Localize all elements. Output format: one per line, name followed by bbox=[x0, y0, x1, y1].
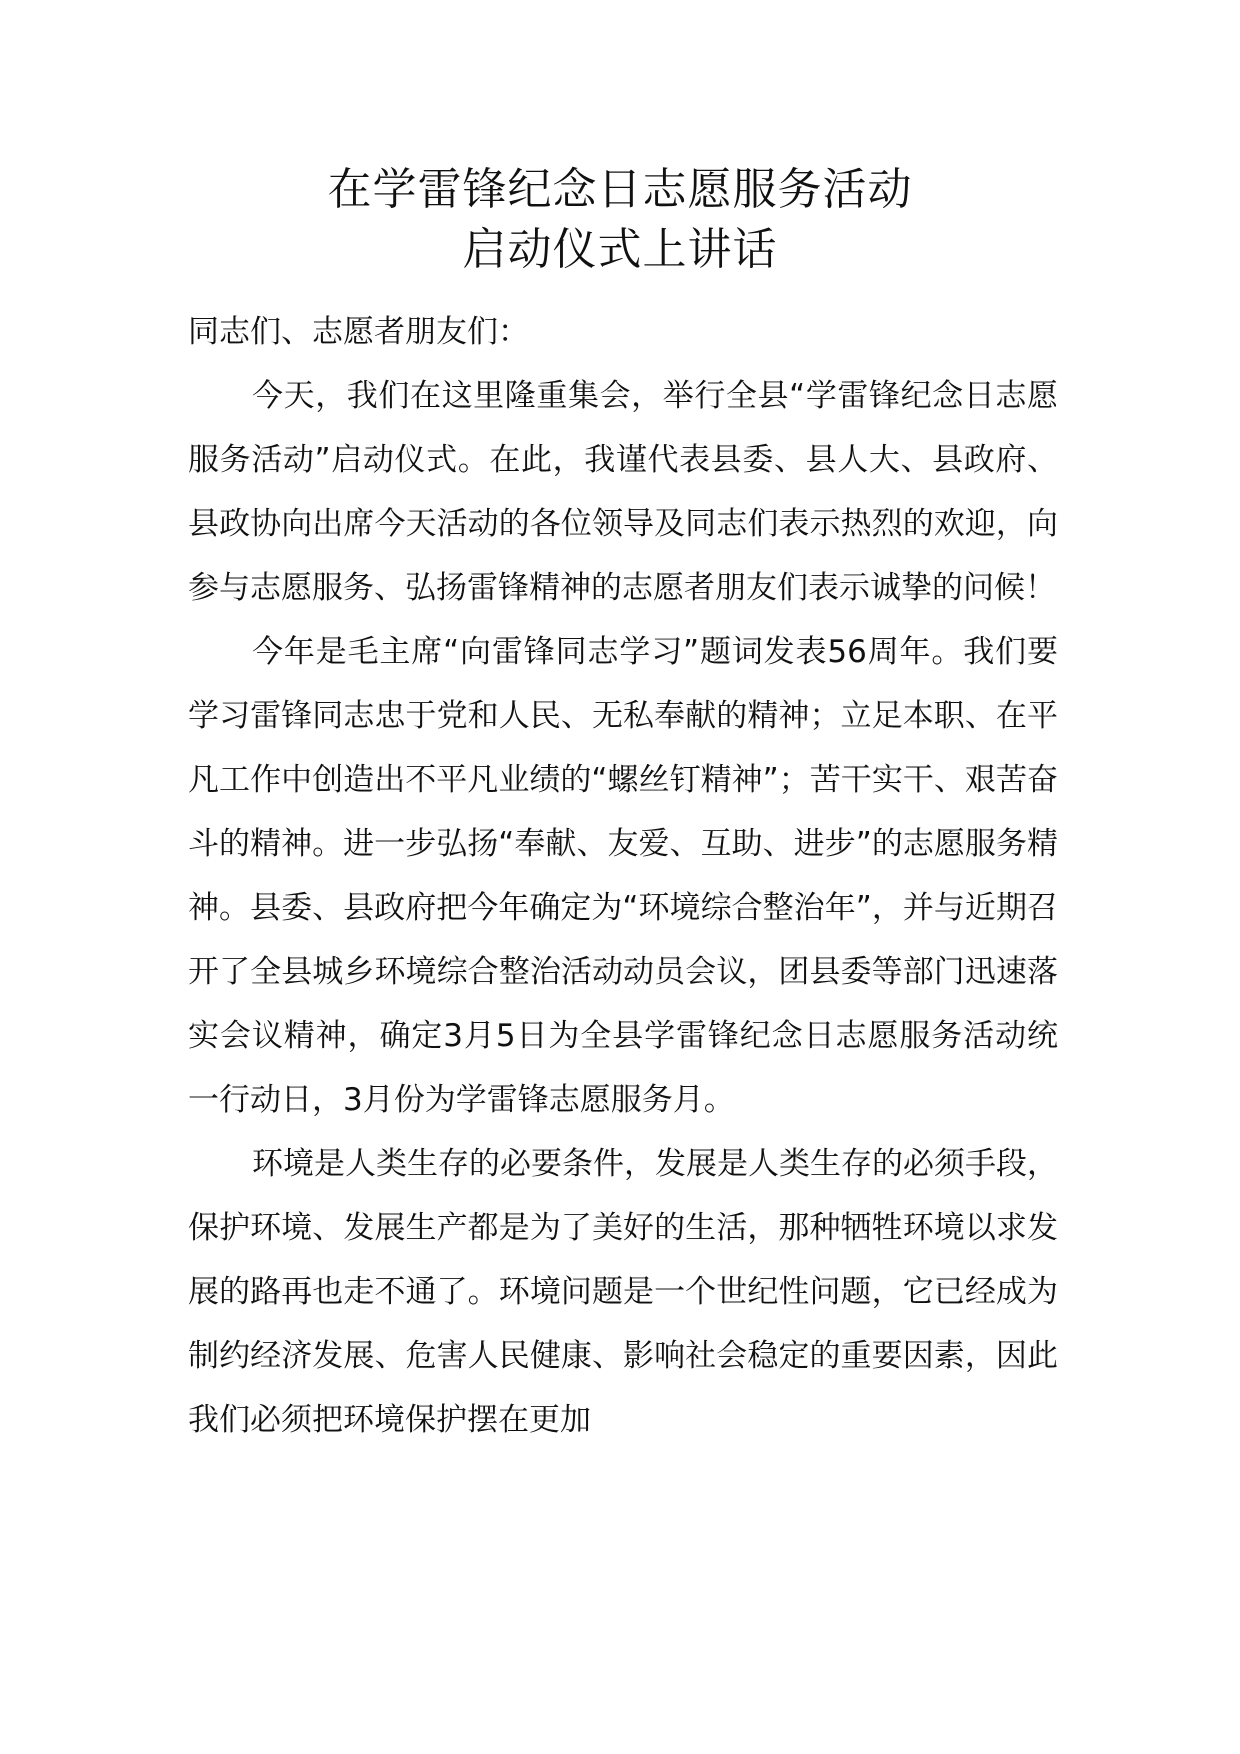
paragraph-1: 今天，我们在这里隆重集会，举行全县“学雷锋纪念日志愿服务活动”启动仪式。在此，我谨代表县委、县人大、县政府、县政协向出席今天活动的各位领导及同志们表示热烈的欢迎，向参与志愿服务、弘扬雷锋精神的志愿者朋友们表示诚挚的问候！ bbox=[188, 378, 1058, 606]
paragraph-2: 今年是毛主席“向雷锋同志学习”题词发表56周年。我们要学习雷锋同志忠于党和人民、无私奉献的精神；立足本职、在平凡工作中创造出不平凡业绩的“螺丝钉精神”；苦干实干、艰苦奋斗的精神。进一步弘扬“奉献、友爱、互助、进步”的志愿服务精神。县委、县政府把今年确定为“环境综合整治年”，并与近期召开了全县城乡环境综合整治活动动员会议，团县委等部门迅速落实会议精神，确定3月5日为全县学雷锋纪念日志愿服务活动统一行动日，3月份为学雷锋志愿服务月。 bbox=[188, 634, 1058, 1118]
title-line-1: 在学雷锋纪念日志愿服务活动 bbox=[327, 164, 913, 215]
document-body bbox=[188, 300, 1058, 1452]
paragraph-3: 环境是人类生存的必要条件，发展是人类生存的必须手段，保护环境、发展生产都是为了美好的生活，那种牺牲环境以求发展的路再也走不通了。环境问题是一个世纪性问题，它已经成为制约经济发展、危害人民健康、影响社会稳定的重要因素，因此我们必须把环境保护摆在更加 bbox=[188, 1146, 1058, 1438]
document-title bbox=[0, 160, 1240, 280]
title-line-2: 启动仪式上讲话 bbox=[462, 224, 778, 275]
greeting-line: 同志们、志愿者朋友们： bbox=[188, 314, 529, 350]
